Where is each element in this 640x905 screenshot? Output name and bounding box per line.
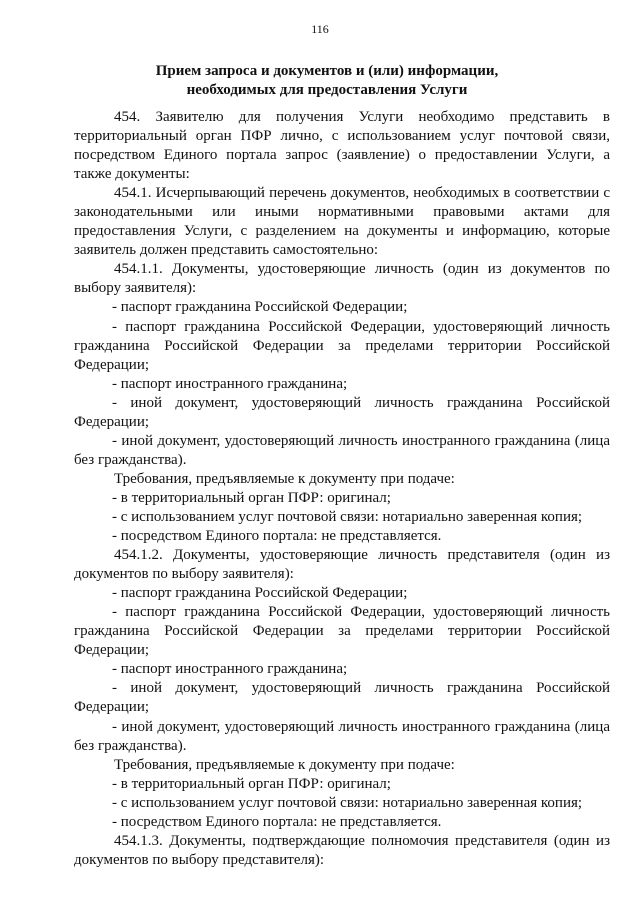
list-item: - посредством Единого портала: не представляется. — [112, 813, 442, 830]
list-item: - паспорт гражданина Российской Федерации; — [112, 585, 408, 602]
list-item: - иной документ, удостоверяющий личность гражданина Российской Федерации; — [74, 394, 610, 430]
list-item: - паспорт гражданина Российской Федерации, удостоверяющий личность гражданина Российской Федерации за пределами территории Российской Федерации; — [74, 604, 610, 659]
requirements-heading: Требования, предъявляемые к документу при подаче: — [114, 470, 455, 487]
paragraph-454-1: 454.1. Исчерпывающий перечень документов, необходимых в соответствии с законодательными или иными нормативными правовыми актами для предоставления Услуги, с разделением на документы и информацию, которые заявитель должен представить самостоятельно: — [74, 185, 610, 259]
list-item: - с использованием услуг почтовой связи: нотариально заверенная копия; — [112, 794, 583, 811]
list-item: - посредством Единого портала: не представляется. — [112, 528, 442, 545]
paragraph-454: 454. Заявителю для получения Услуги необходимо представить в территориальный орган ПФР лично, с использованием услуг почтовой связи, посредством Единого портала запрос (заявление) о предоставлении Услуги, а также документы: — [74, 109, 610, 183]
paragraph-454-1-1: 454.1.1. Документы, удостоверяющие личность (один из документов по выбору заявителя): — [74, 261, 610, 297]
list-item: - паспорт гражданина Российской Федерации; — [112, 299, 408, 316]
paragraph-454-1-2: 454.1.2. Документы, удостоверяющие личность представителя (один из документов по выбору заявителя): — [74, 547, 610, 583]
page-number: 116 — [311, 22, 329, 36]
list-item: - паспорт гражданина Российской Федерации, удостоверяющий личность гражданина Российской Федерации за пределами территории Российской Федерации; — [74, 318, 610, 373]
list-item: - в территориальный орган ПФР: оригинал; — [112, 775, 391, 792]
list-item: - иной документ, удостоверяющий личность гражданина Российской Федерации; — [74, 680, 610, 716]
list-item: - с использованием услуг почтовой связи: нотариально заверенная копия; — [112, 508, 583, 525]
list-item: - иной документ, удостоверяющий личность иностранного гражданина (лица без гражданства). — [74, 718, 610, 754]
list-item: - паспорт иностранного гражданина; — [112, 375, 348, 392]
list-item: - паспорт иностранного гражданина; — [112, 661, 348, 678]
requirements-heading: Требования, предъявляемые к документу при подаче: — [114, 756, 455, 773]
list-item: - в территориальный орган ПФР: оригинал; — [112, 489, 391, 506]
document-body — [74, 108, 610, 870]
list-item: - иной документ, удостоверяющий личность иностранного гражданина (лица без гражданства). — [74, 432, 610, 468]
paragraph-454-1-3: 454.1.3. Документы, подтверждающие полномочия представителя (один из документов по выбору представителя): — [74, 832, 610, 868]
section-title: Прием запроса и документов и (или) информации, необходимых для предоставления Услуги — [155, 63, 499, 98]
